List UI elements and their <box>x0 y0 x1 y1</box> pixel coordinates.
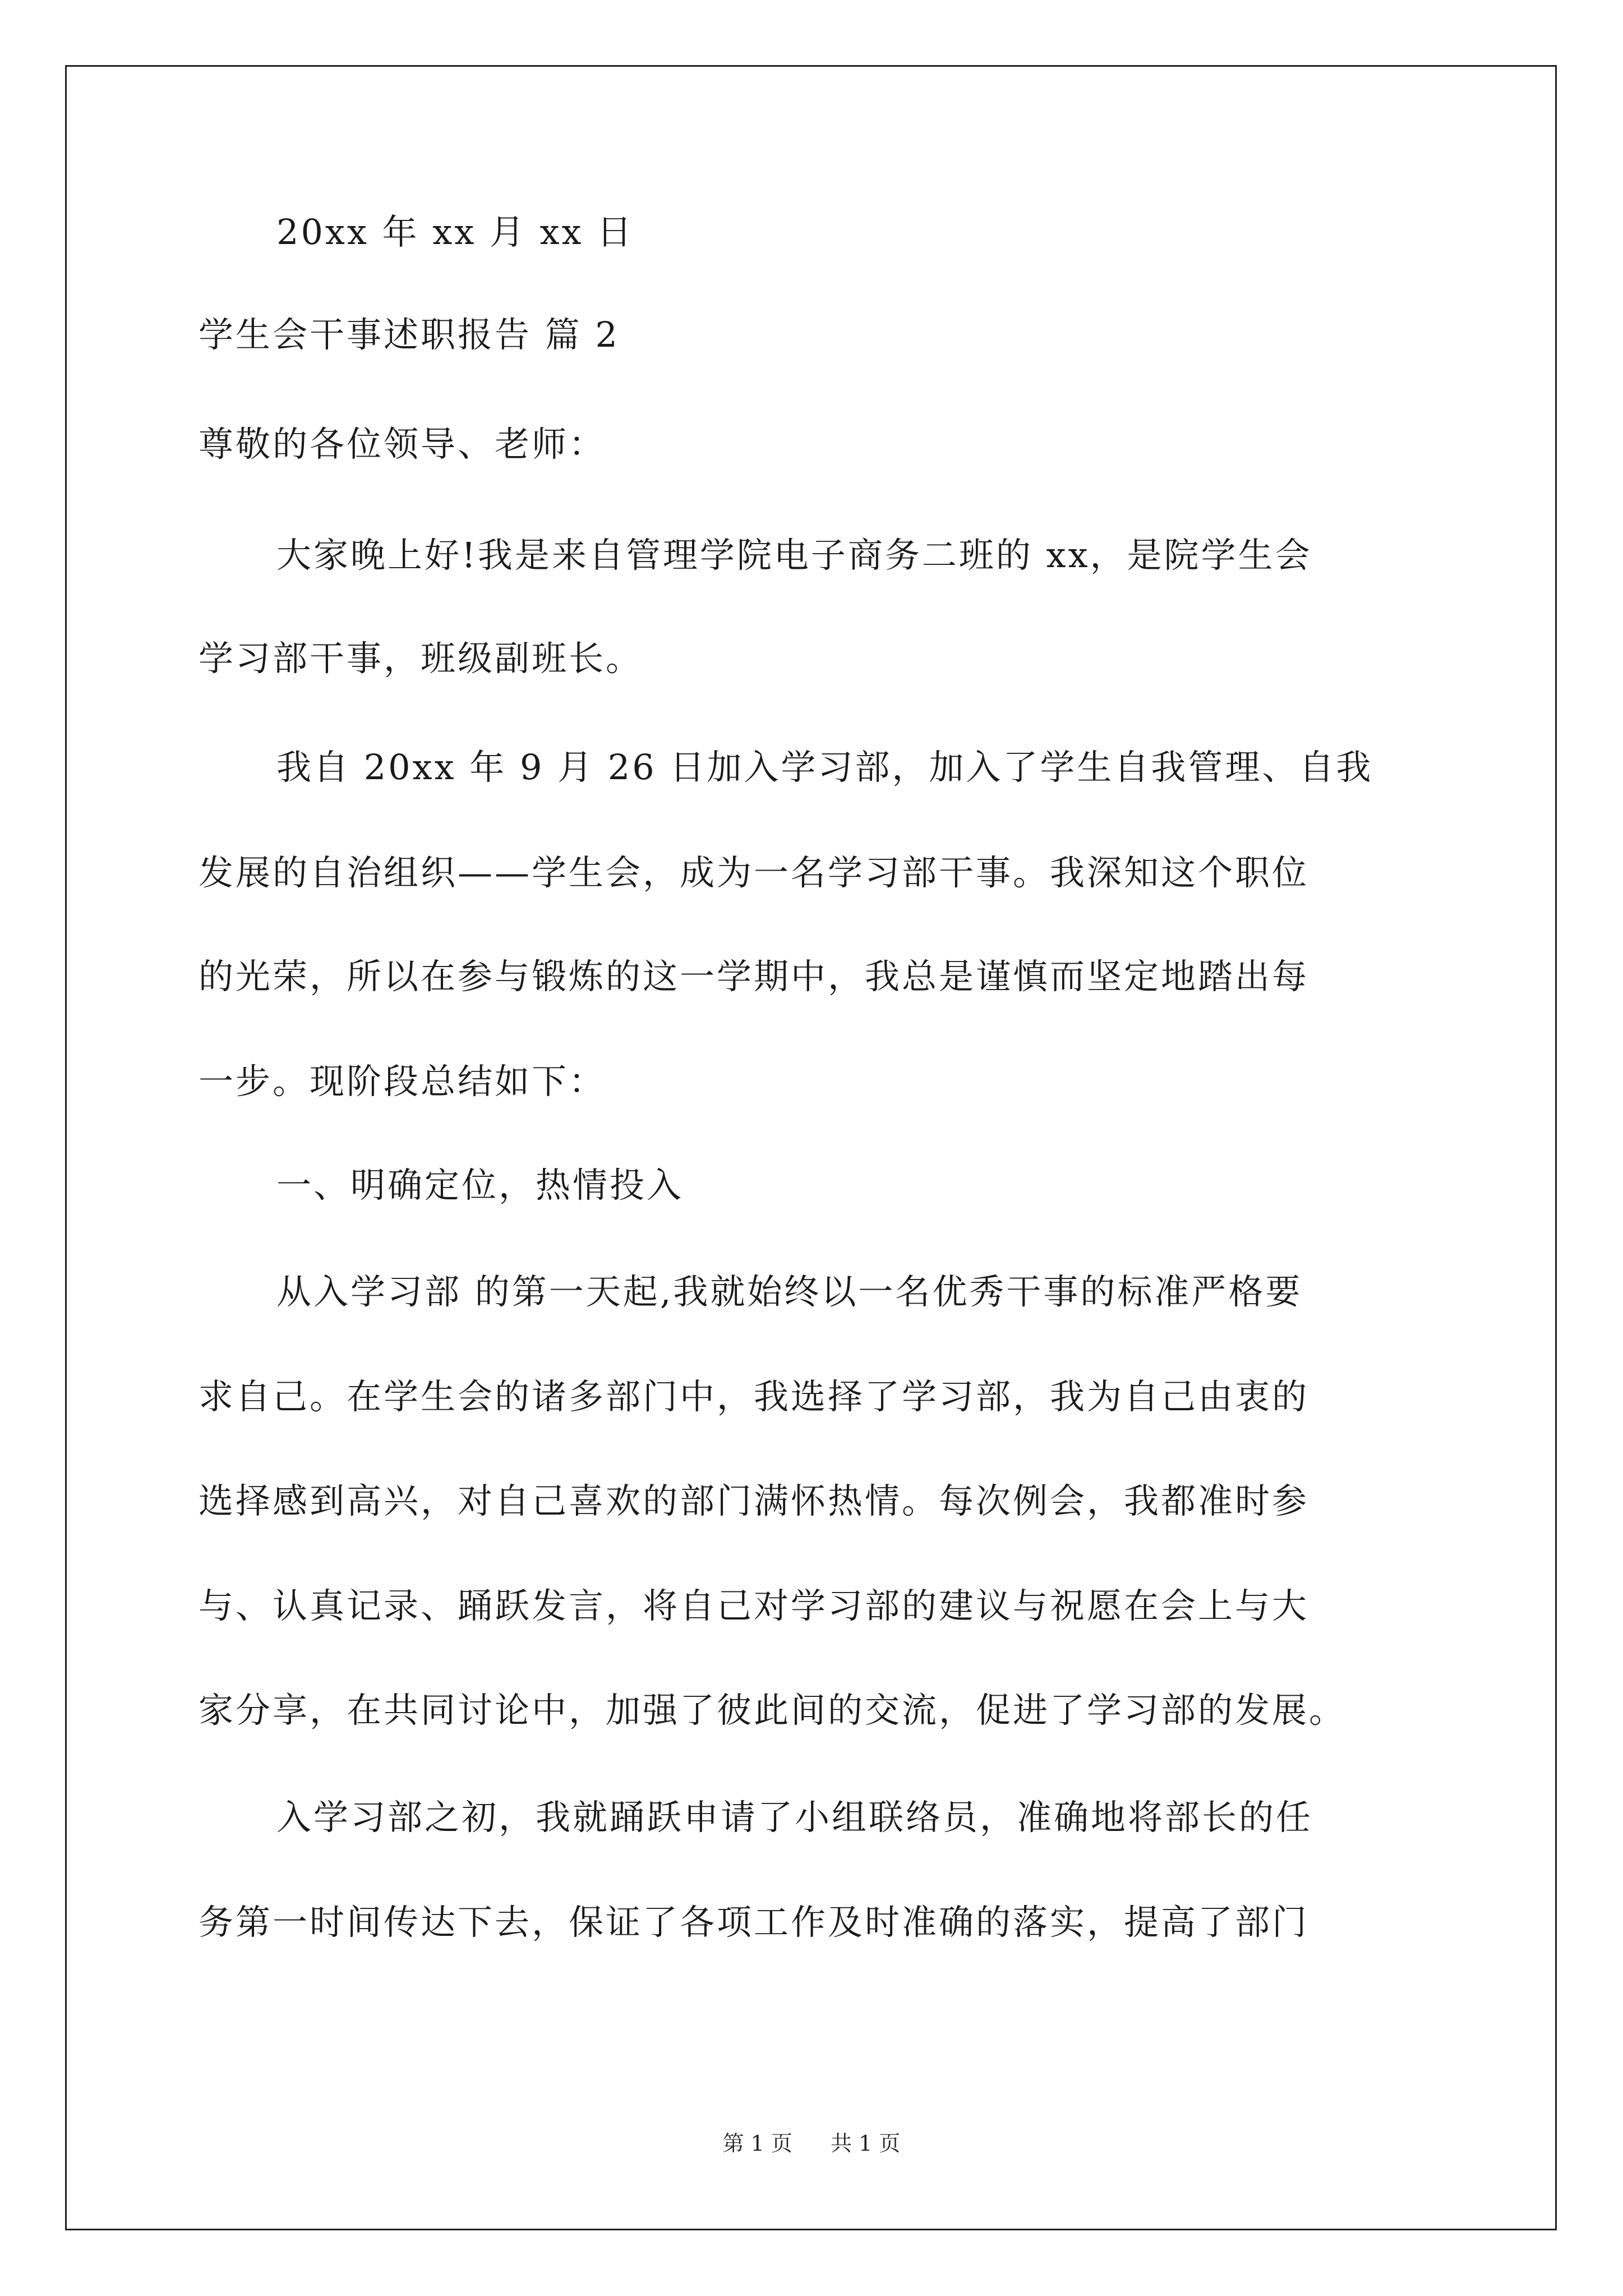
paragraph-line: 大家晚上好!我是来自管理学院电子商务二班的 xx，是院学生会 <box>276 535 1312 576</box>
paragraph-line: 与、认真记录、踊跃发言，将自己对学习部的建议与祝愿在会上与大 <box>199 1585 1310 1626</box>
paragraph-line: 求自己。在学生会的诸多部门中，我选择了学习部，我为自己由衷的 <box>199 1376 1310 1417</box>
paragraph-line: 务第一时间传达下去，保证了各项工作及时准确的落实，提高了部门 <box>199 1902 1310 1943</box>
paragraph-line: 我自 20xx 年 9 月 26 日加入学习部，加入了学生自我管理、自我 <box>276 747 1373 788</box>
paragraph-line: 发展的自治组织——学生会，成为一名学习部干事。我深知这个职位 <box>199 852 1310 893</box>
paragraph-line: 的光荣，所以在参与锻炼的这一学期中，我总是谨慎而坚定地踏出每 <box>199 956 1310 997</box>
document-title: 学生会干事述职报告 篇 2 <box>199 314 620 355</box>
paragraph-line: 入学习部之初，我就踊跃申请了小组联络员，准确地将部长的任 <box>276 1797 1313 1838</box>
salutation: 尊敬的各位领导、老师： <box>199 424 606 464</box>
page-total: 共 1 页 <box>831 2131 901 2156</box>
section-heading: 一、明确定位，热情投入 <box>276 1165 684 1205</box>
paragraph-line: 家分享，在共同讨论中，加强了彼此间的交流，促进了学习部的发展。 <box>199 1690 1347 1731</box>
paragraph-line: 一步。现阶段总结如下： <box>199 1061 606 1102</box>
date-line: 20xx 年 xx 月 xx 日 <box>276 211 634 252</box>
page-number: 第 1 页 <box>722 2131 792 2156</box>
paragraph-line: 学习部干事，班级副班长。 <box>199 638 643 679</box>
paragraph-line: 选择感到高兴，对自己喜欢的部门满怀热情。每次例会，我都准时参 <box>199 1480 1310 1521</box>
paragraph-line: 从入学习部 的第一天起,我就始终以一名优秀干事的标准严格要 <box>276 1271 1303 1312</box>
page-footer <box>0 2129 1623 2157</box>
